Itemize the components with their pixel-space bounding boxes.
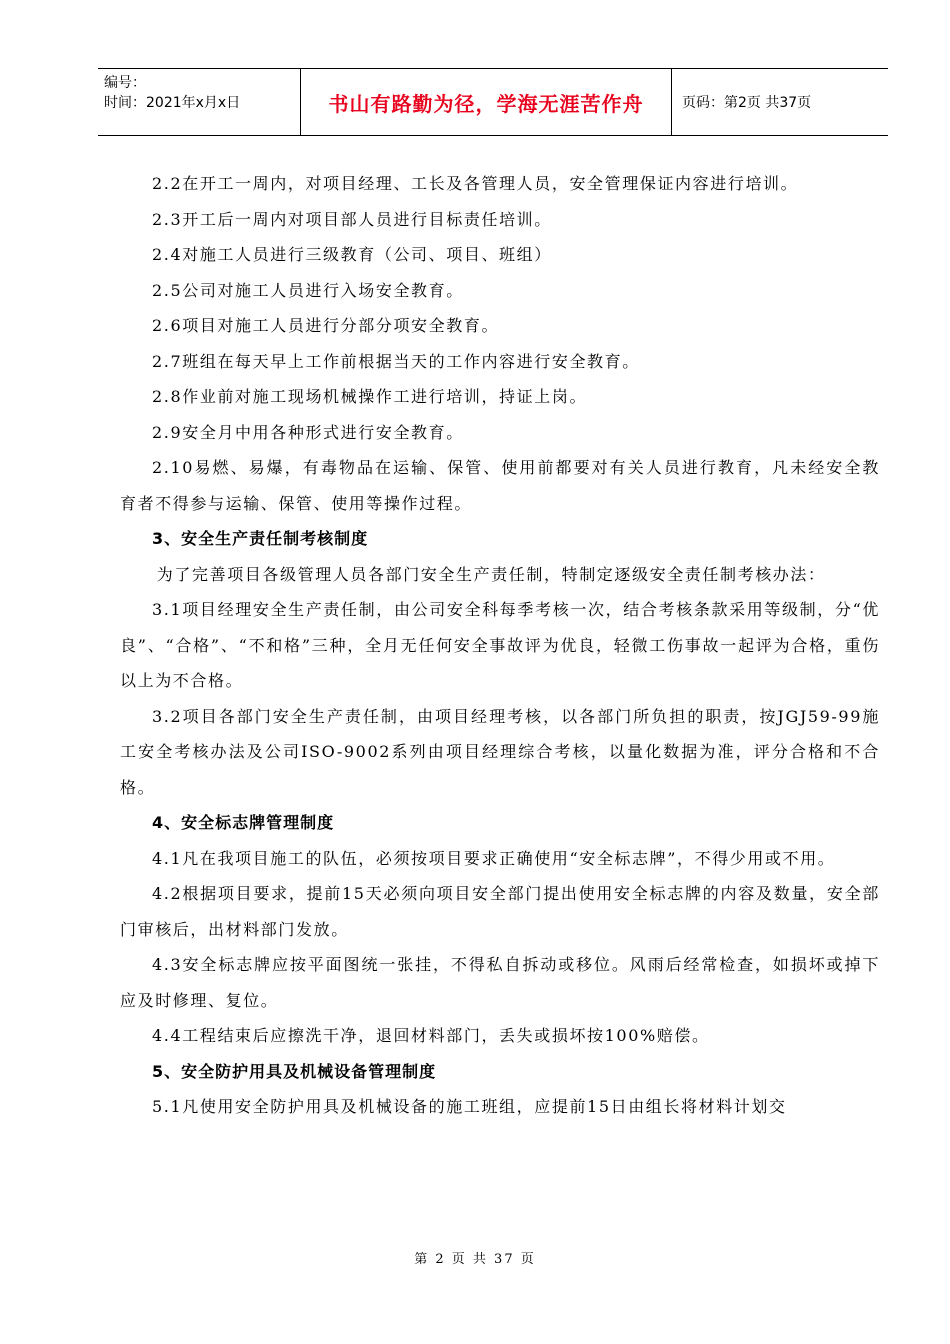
paragraph: 2.10易燃、易爆，有毒物品在运输、保管、使用前都要对有关人员进行教育，凡未经安全教育者不得参与运输、保管、使用等操作过程。 xyxy=(120,458,880,513)
document-body xyxy=(120,166,880,1125)
page-footer: 第 2 页 共 37 页 xyxy=(414,1252,536,1267)
paragraph: 2.5公司对施工人员进行入场安全教育。 xyxy=(152,280,464,300)
paragraph: 为了完善项目各级管理人员各部门安全生产责任制，特制定逐级安全责任制考核办法： xyxy=(156,564,826,584)
section-heading: 4、安全标志牌管理制度 xyxy=(152,813,335,832)
paragraph: 3.1项目经理安全生产责任制，由公司安全科每季考核一次，结合考核条款采用等级制，分“优良”、“合格”、“不和格”三种，全月无任何安全事故评为优良，轻微工伤事故一起评为合格，重伤以上为不合格。 xyxy=(120,600,880,690)
paragraph: 2.2在开工一周内，对项目经理、工长及各管理人员，安全管理保证内容进行培训。 xyxy=(152,174,799,193)
paragraph: 4.4工程结束后应擦洗干净，退回材料部门，丢失或损坏按100%赔偿。 xyxy=(152,1026,710,1045)
document-time-label: 时间：2021年x月x日 xyxy=(104,95,241,111)
paragraph: 4.1凡在我项目施工的队伍，必须按项目要求正确使用“安全标志牌”，不得少用或不用。 xyxy=(152,848,836,868)
paragraph: 2.3开工后一周内对项目部人员进行目标责任培训。 xyxy=(152,209,552,229)
paragraph: 4.2根据项目要求，提前15天必须向项目安全部门提出使用安全标志牌的内容及数量，安全部门审核后，出材料部门发放。 xyxy=(120,884,880,939)
paragraph: 2.8作业前对施工现场机械操作工进行培训，持证上岗。 xyxy=(152,387,588,406)
paragraph: 2.7班组在每天早上工作前根据当天的工作内容进行安全教育。 xyxy=(152,351,640,371)
document-number-label: 编号： xyxy=(104,75,146,91)
paragraph: 5.1凡使用安全防护用具及机械设备的施工班组，应提前15日由组长将材料计划交 xyxy=(152,1097,787,1116)
paragraph: 3.2项目各部门安全生产责任制，由项目经理考核，以各部门所负担的职责，按JGJ59-99施工安全考核办法及公司ISO-9002系列由项目经理综合考核，以量化数据为准，评分合格和不合格。 xyxy=(120,706,880,797)
paragraph: 2.6项目对施工人员进行分部分项安全教育。 xyxy=(152,316,500,335)
header-motto: 书山有路勤为径，学海无涯苦作舟 xyxy=(300,69,672,135)
paragraph: 2.9安全月中用各种形式进行安全教育。 xyxy=(152,422,464,442)
page-header xyxy=(98,68,888,136)
paragraph: 4.3安全标志牌应按平面图统一张挂，不得私自拆动或移位。风雨后经常检查，如损坏或掉下应及时修理、复位。 xyxy=(120,955,880,1010)
paragraph: 2.4对施工人员进行三级教育（公司、项目、班组） xyxy=(152,245,552,264)
header-page-info: 页码：第2页 共37页 xyxy=(682,95,812,111)
header-meta xyxy=(98,69,300,135)
section-heading: 3、安全生产责任制考核制度 xyxy=(152,529,369,548)
section-heading: 5、安全防护用具及机械设备管理制度 xyxy=(152,1061,437,1081)
